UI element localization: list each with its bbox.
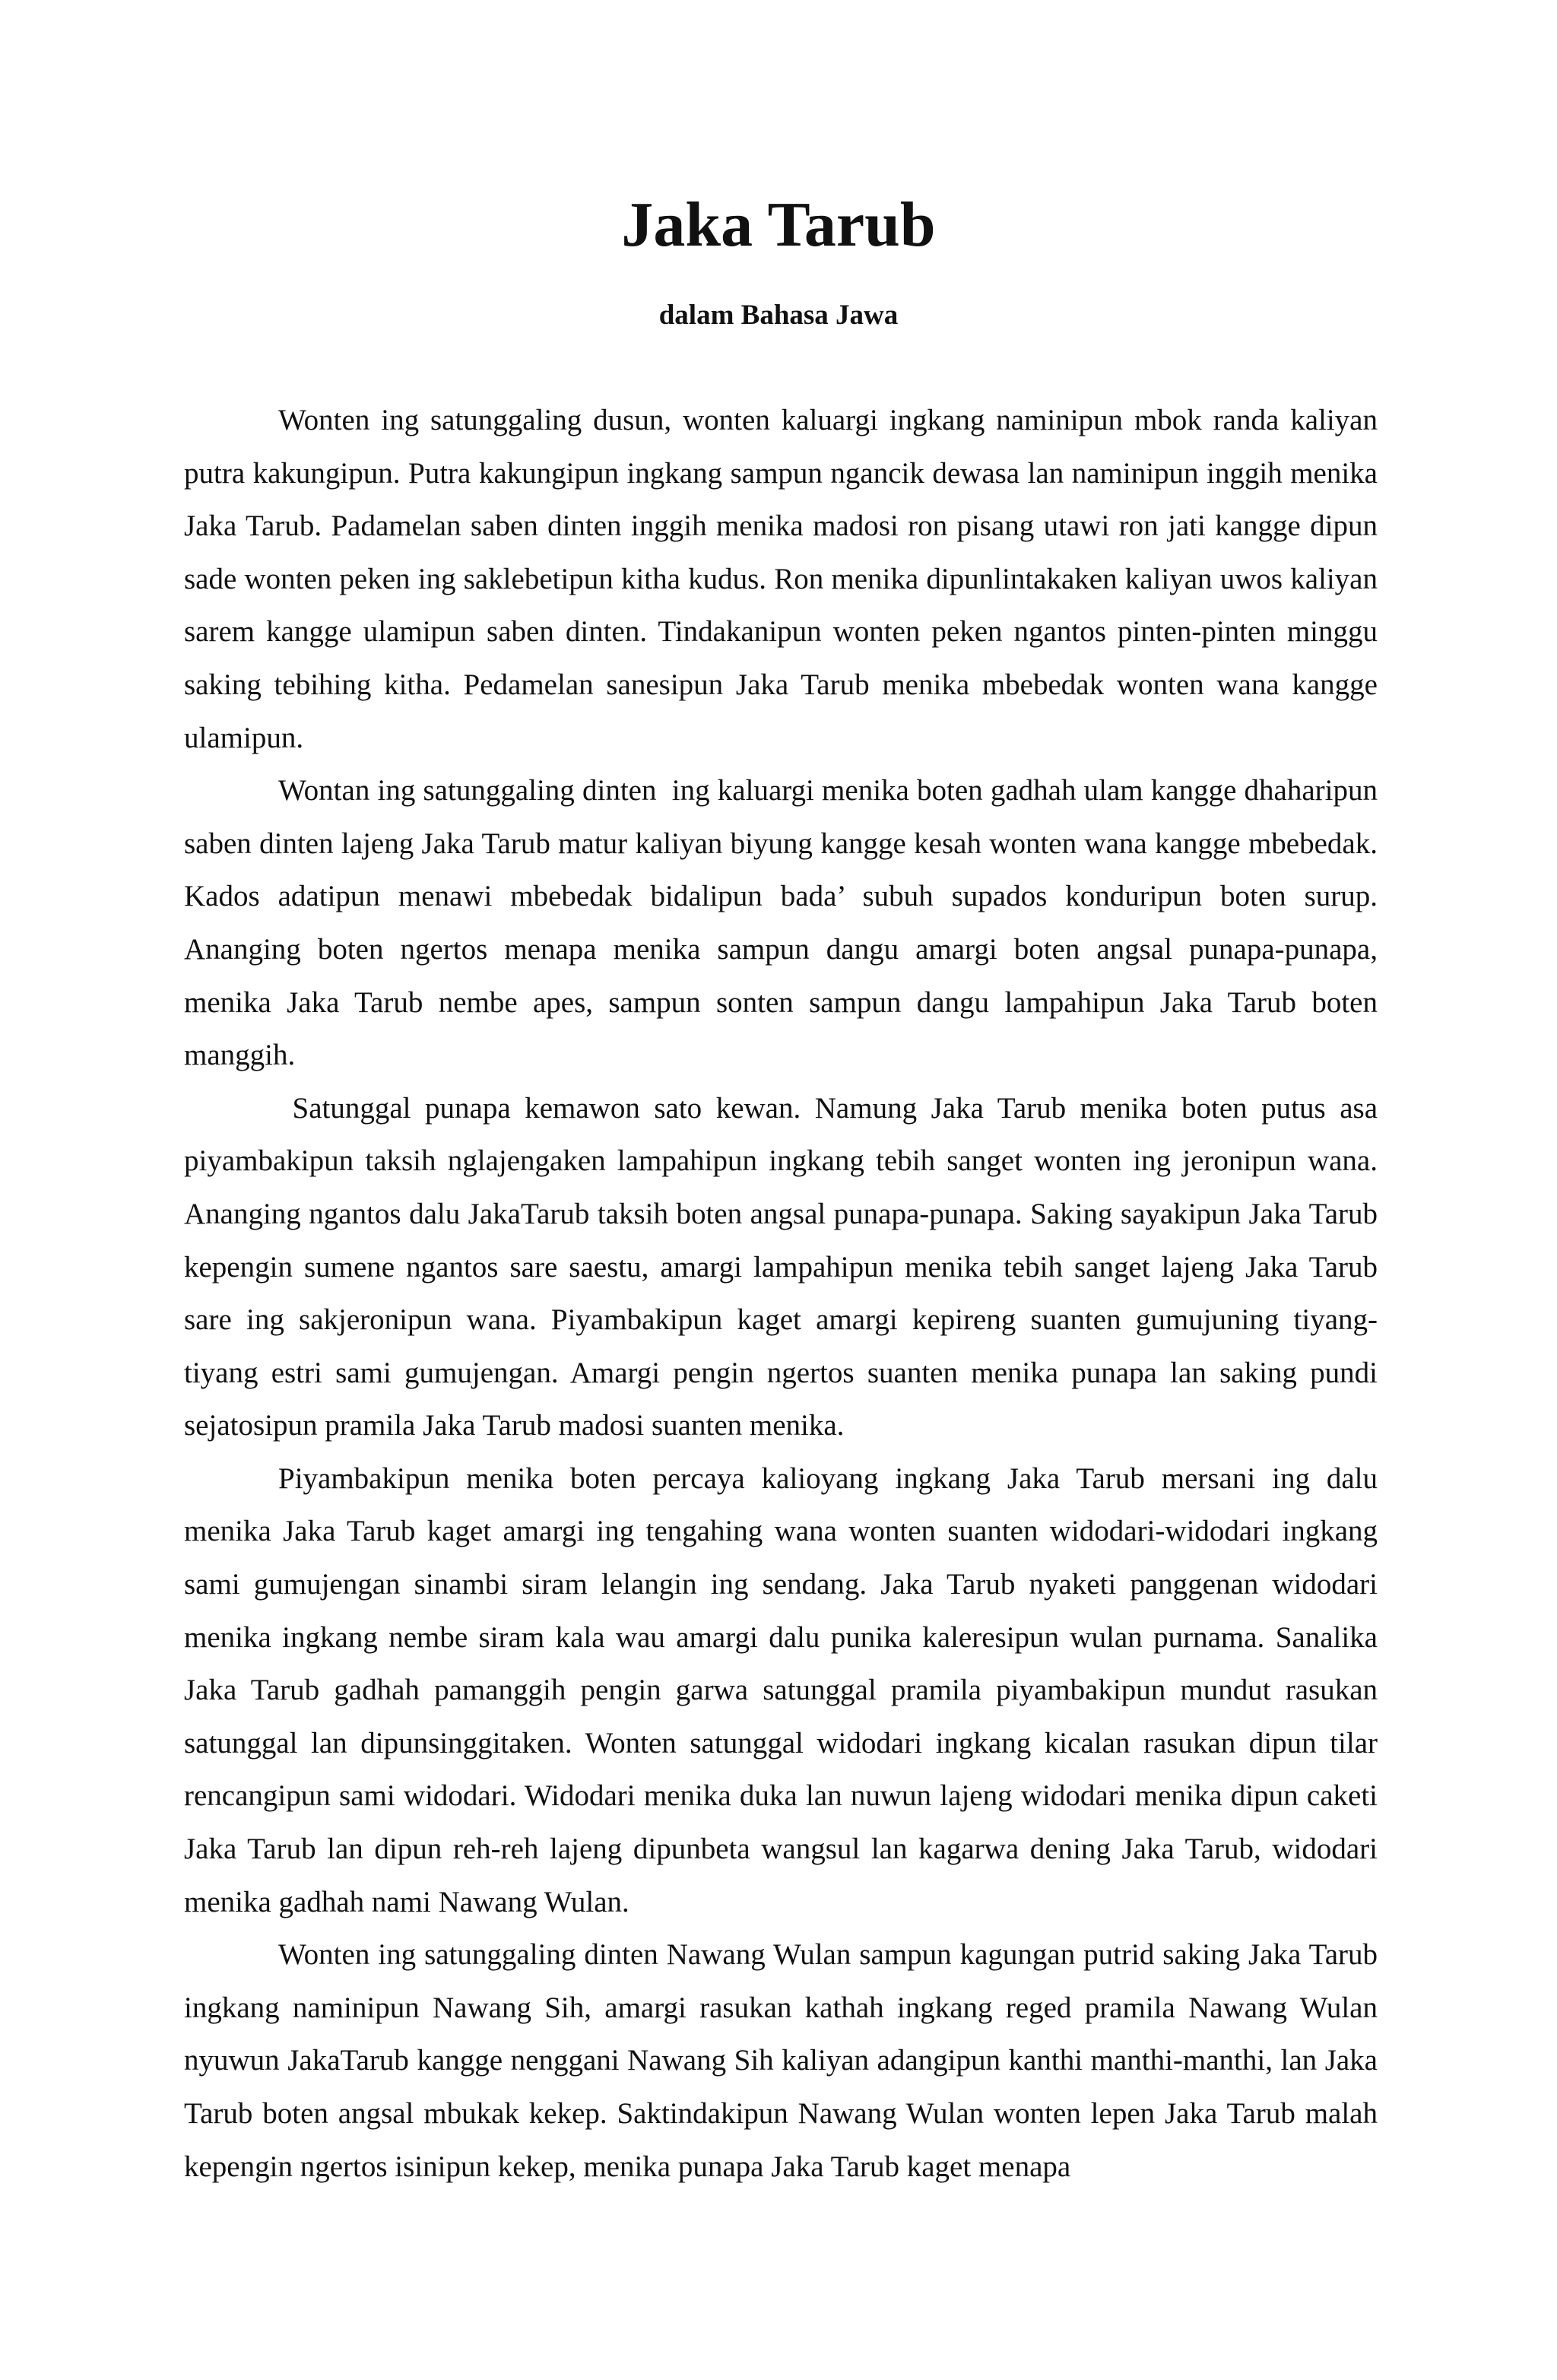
paragraph-2: Wontan ing satunggaling dinten ing kaluargi menika boten gadhah ulam kangge dhaharipun saben dinten lajeng Jaka Tarub matur kaliyan biyung kangge kesah wonten wana kangge mbebedak. Kados adatipun menawi mbebedak bidalipun bada’ subuh supados konduripun boten surup. Ananging boten ngertos menapa menika sampun dangu amargi boten angsal punapa-punapa, menika Jaka Tarub nembe apes, sampun sonten sampun dangu lampahipun Jaka Tarub boten manggih. xyxy=(184,774,1385,1072)
paragraph-5: Wonten ing satunggaling dinten Nawang Wulan sampun kagungan putrid saking Jaka Tarub ingkang naminipun Nawang Sih, amargi rasukan kathah ingkang reged pramila Nawang Wulan nyuwun JakaTarub kangge nenggani Nawang Sih kaliyan adangipun kanthi manthi-manthi, lan Jaka Tarub boten angsal mbukak kekep. Saktindakipun Nawang Wulan wonten lepen Jaka Tarub malah kepengin ngertos isinipun kekep, menika punapa Jaka Tarub kaget menapa xyxy=(184,1938,1385,2183)
paragraph-1: Wonten ing satunggaling dusun, wonten kaluargi ingkang naminipun mbok randa kaliyan putra kakungipun. Putra kakungipun ingkang sampun ngancik dewasa lan naminipun inggih menika Jaka Tarub. Padamelan saben dinten inggih menika madosi ron pisang utawi ron jati kangge dipun sade wonten peken ing saklebetipun kitha kudus. Ron menika dipunlintakaken kaliyan uwos kaliyan sarem kangge ulamipun saben dinten. Tindakanipun wonten peken ngantos pinten-pinten minggu saking tebihing kitha. Pedamelan sanesipun Jaka Tarub menika mbebedak wonten wana kangge ulamipun. xyxy=(184,404,1385,754)
paragraph-4: Piyambakipun menika boten percaya kalioyang ingkang Jaka Tarub mersani ing dalu menika Jaka Tarub kaget amargi ing tengahing wana wonten suanten widodari-widodari ingkang sami gumujengan sinambi siram lelangin ing sendang. Jaka Tarub nyaketi panggenan widodari menika ingkang nembe siram kala wau amargi dalu punika kaleresipun wulan purnama. Sanalika Jaka Tarub gadhah pamanggih pengin garwa satunggal pramila piyambakipun mundut rasukan satunggal lan dipunsinggitaken. Wonten satunggal widodari ingkang kicalan rasukan dipun tilar rencangipun sami widodari. Widodari menika duka lan nuwun lajeng widodari menika dipun caketi Jaka Tarub lan dipun reh-reh lajeng dipunbeta wangsul lan kagarwa dening Jaka Tarub, widodari menika gadhah nami Nawang Wulan. xyxy=(184,1461,1385,1918)
paragraph-3: Satunggal punapa kemawon sato kewan. Namung Jaka Tarub menika boten putus asa piyambakipun taksih nglajengaken lampahipun ingkang tebih sanget wonten ing jeronipun wana. Ananging ngantos dalu JakaTarub taksih boten angsal punapa-punapa. Saking sayakipun Jaka Tarub kepengin sumene ngantos sare saestu, amargi lampahipun menika tebih sanget lajeng Jaka Tarub sare ing sakjeronipun wana. Piyambakipun kaget amargi kepireng suanten gumujuning tiyang-tiyang estri sami gumujengan. Amargi pengin ngertos suanten menika punapa lan saking pundi sejatosipun pramila Jaka Tarub madosi suanten menika. xyxy=(184,1091,1385,1442)
page-title: Jaka Tarub xyxy=(621,189,936,260)
body-text xyxy=(184,394,1385,2193)
page-subtitle: dalam Bahasa Jawa xyxy=(658,300,899,331)
